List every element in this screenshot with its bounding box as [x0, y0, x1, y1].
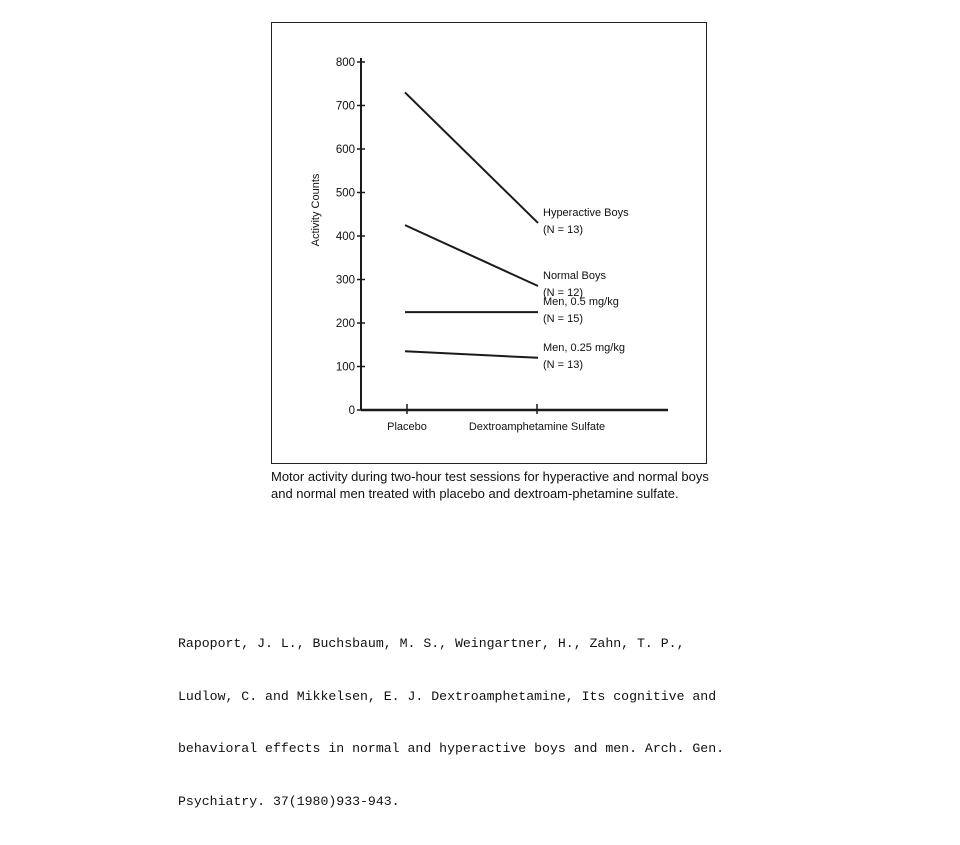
citation-line: Ludlow, C. and Mikkelsen, E. J. Dextroamphetamine, Its cognitive and [178, 688, 717, 704]
y-tick-label: 400 [335, 231, 355, 243]
x-tick-label: Placebo [387, 421, 427, 433]
y-tick-label: 800 [335, 57, 355, 69]
series-n-label: (N = 13) [543, 358, 584, 371]
series-name-label: Normal Boys [543, 270, 606, 283]
series-line [405, 92, 538, 223]
y-tick-label: 100 [335, 361, 355, 374]
series-n-label: (N = 15) [543, 313, 584, 326]
y-tick-label: 700 [335, 100, 355, 113]
figure-caption: Motor activity during two-hour test sessions for hyperactive and normal boys and normal men treated with placebo and dextroam-phetamine sulfate. [271, 469, 709, 501]
citation [178, 600, 798, 845]
series-name-label: Men, 0.5 mg/kg [543, 296, 619, 309]
citation-line: behavioral effects in normal and hyperactive boys and men. Arch. Gen. [178, 741, 725, 756]
series-name-label: Hyperactive Boys [543, 206, 629, 219]
series-line [405, 351, 538, 358]
series-n-label: (N = 13) [543, 223, 584, 236]
y-tick-label: 0 [348, 405, 355, 417]
series-line [405, 225, 538, 286]
y-tick-label: 300 [335, 274, 355, 287]
y-axis-label: Activity Counts [310, 173, 322, 247]
citation-line: Rapoport, J. L., Buchsbaum, M. S., Weingartner, H., Zahn, T. P., [178, 636, 685, 651]
y-tick-label: 500 [335, 187, 355, 200]
y-tick-label: 200 [335, 318, 355, 330]
series-name-label: Men, 0.25 mg/kg [543, 341, 625, 354]
citation-line: Psychiatry. 37(1980)933-943. [178, 793, 400, 809]
y-tick-label: 600 [335, 144, 355, 156]
series-n-label: (N = 12) [543, 287, 584, 300]
x-tick-label: Dextroamphetamine Sulfate [468, 421, 606, 433]
